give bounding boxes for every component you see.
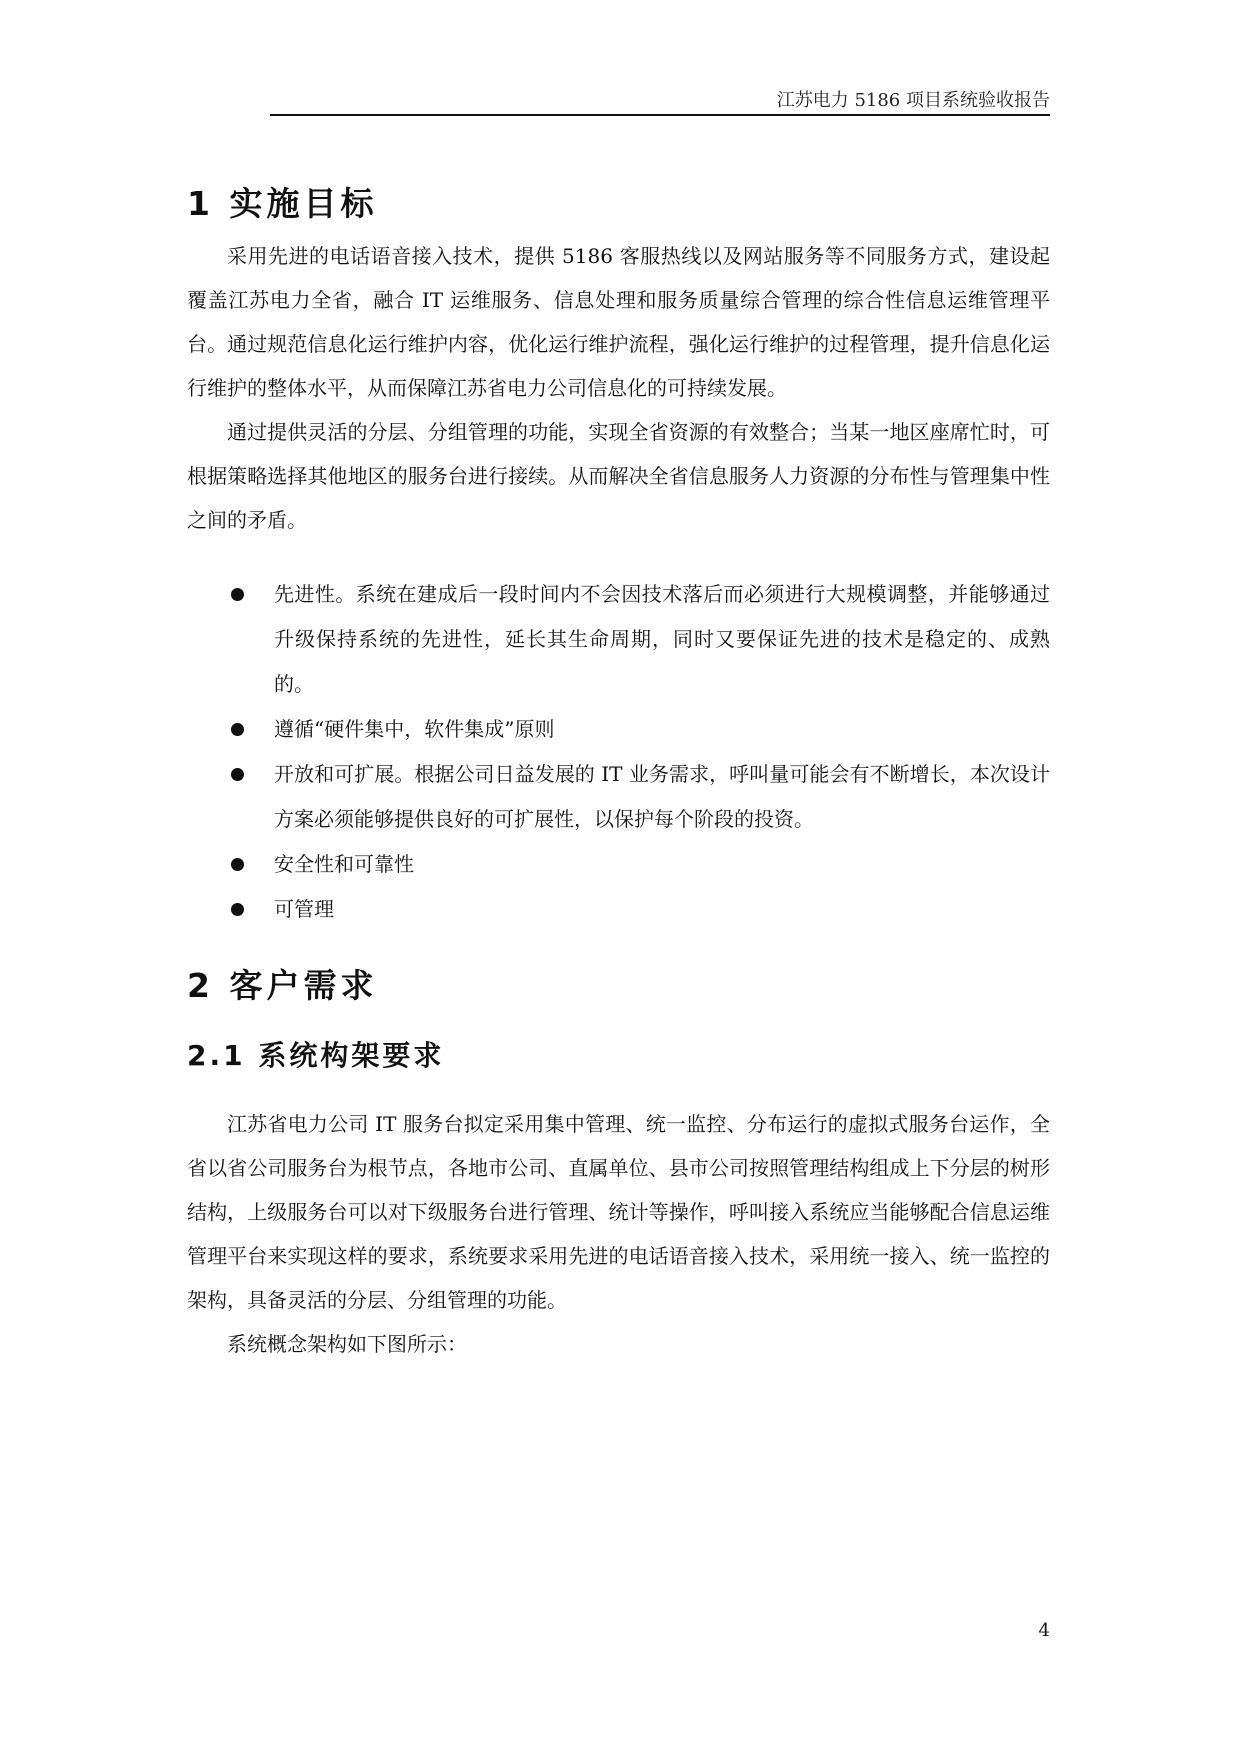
section-2-1-paragraph-1: 江苏省电力公司 IT 服务台拟定采用集中管理、统一监控、分布运行的虚拟式服务台运作，全省以省公司服务台为根节点，各地市公司、直属单位、县市公司按照管理结构组成上下分层的树形结构，上级服务台可以对下级服务台进行管理、统计等操作，呼叫接入系统应当能够配合信息运维管理平台来实现这样的要求，系统要求采用先进的电话语音接入技术，采用统一接入、统一监控的架构，具备灵活的分层、分组管理的功能。	[187, 1112, 1050, 1312]
section-1-paragraph-1: 采用先进的电话语音接入技术，提供 5186 客服热线以及网站服务等不同服务方式，建设起覆盖江苏电力全省，融合 IT 运维服务、信息处理和服务质量综合管理的综合性信息运维管理平台。通过规范信息化运行维护内容，优化运行维护流程，强化运行维护的过程管理，提升信息化运行维护的整体水平，从而保障江苏省电力公司信息化的可持续发展。	[187, 244, 1050, 400]
section-2-1-heading: 2.1 系统构架要求	[187, 1039, 445, 1072]
bullet-item	[187, 707, 1050, 752]
section-2-heading: 2 客户需求	[187, 966, 378, 1005]
section-1-paragraph-2: 通过提供灵活的分层、分组管理的功能，实现全省资源的有效整合；当某一地区座席忙时，可根据策略选择其他地区的服务台进行接续。从而解决全省信息服务人力资源的分布性与管理集中性之间的矛盾。	[187, 420, 1050, 532]
header-rule	[270, 114, 1050, 116]
bullet-text: 先进性。系统在建成后一段时间内不会因技术落后而必须进行大规模调整，并能够通过升级保持系统的先进性，延长其生命周期，同时又要保证先进的技术是稳定的、成熟的。	[274, 582, 1050, 696]
bullet-dot-icon	[231, 723, 244, 736]
bullet-text: 可管理	[274, 897, 334, 921]
page-body	[187, 178, 1050, 1366]
bullet-text: 遵循“硬件集中，软件集成”原则	[274, 717, 555, 741]
running-header: 江苏电力 5186 项目系统验收报告	[776, 90, 1050, 111]
section-1-heading: 1 实施目标	[187, 184, 378, 223]
bullet-item	[187, 752, 1050, 842]
bullet-text: 开放和可扩展。根据公司日益发展的 IT 业务需求，呼叫量可能会有不断增长，本次设计方案必须能够提供良好的可扩展性，以保护每个阶段的投资。	[274, 762, 1050, 831]
bullet-dot-icon	[231, 903, 244, 916]
page-number: 4	[1038, 1620, 1050, 1641]
bullet-item	[187, 887, 1050, 932]
bullet-dot-icon	[231, 588, 244, 601]
bullet-item	[187, 572, 1050, 707]
bullet-text: 安全性和可靠性	[274, 852, 414, 876]
bullet-item	[187, 842, 1050, 887]
bullet-dot-icon	[231, 768, 244, 781]
goals-bullet-list	[187, 572, 1050, 932]
bullet-dot-icon	[231, 858, 244, 871]
section-2-1-paragraph-2: 系统概念架构如下图所示：	[227, 1332, 467, 1356]
